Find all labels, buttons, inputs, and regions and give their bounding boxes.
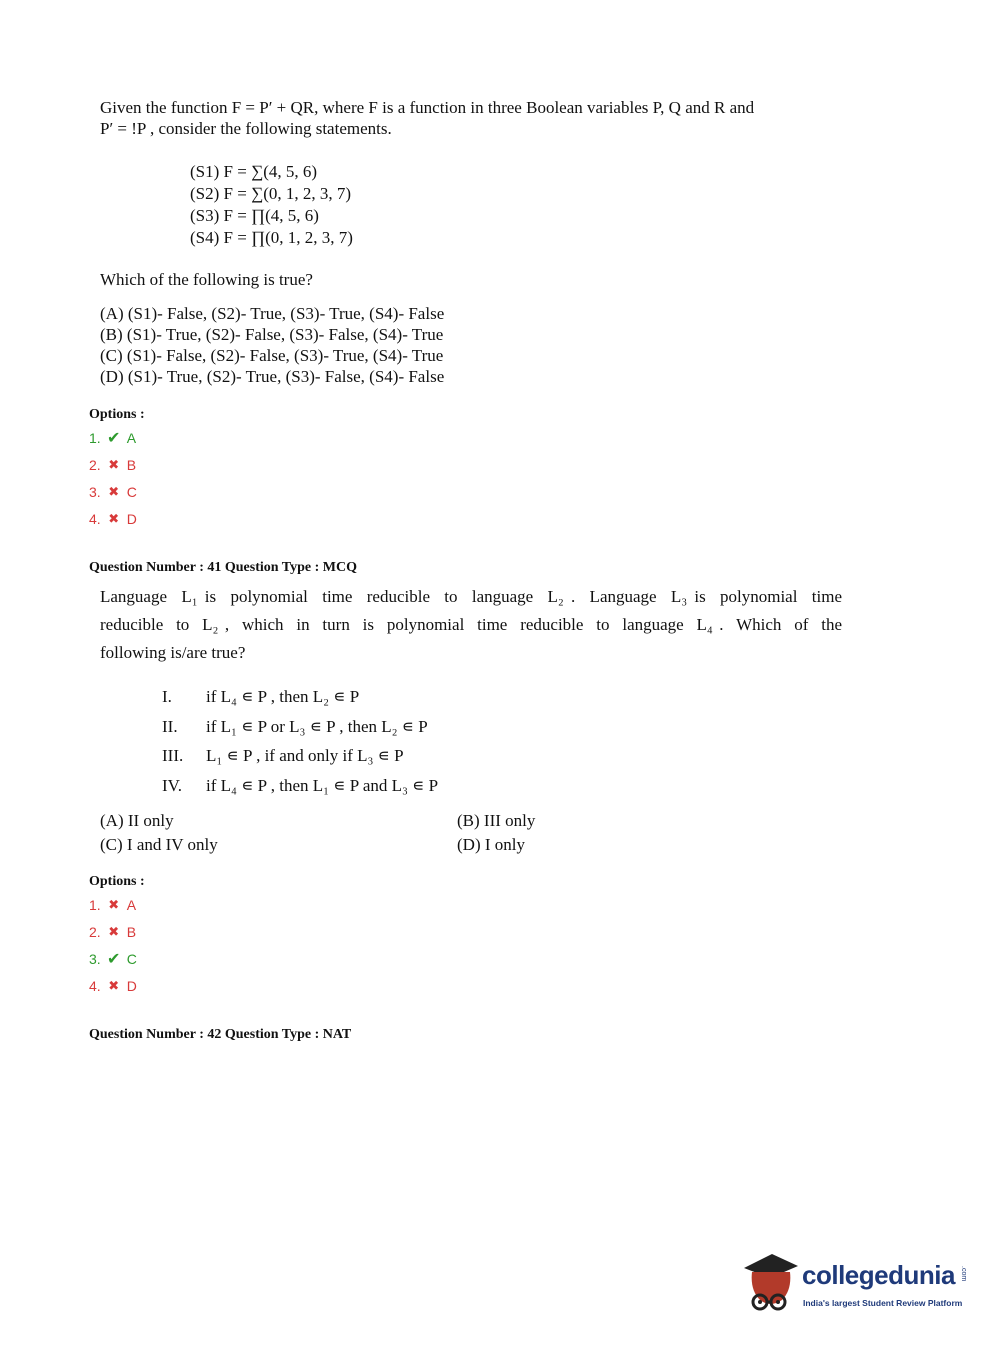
q41-statement — [162, 712, 438, 742]
q40-choice: (D) (S1)- True, (S2)- True, (S3)- False, (S4)- False — [100, 367, 445, 386]
cross-icon: ✖ — [108, 457, 120, 472]
q40-choice: (C) (S1)- False, (S2)- False, (S3)- True, (S4)- True — [100, 346, 444, 365]
cross-icon: ✖ — [108, 924, 120, 939]
option-letter: C — [126, 951, 137, 967]
logo-tagline: India's largest Student Review Platform — [803, 1298, 963, 1308]
q40-intro-line2: P′ = !P , consider the following statements. — [100, 119, 392, 138]
q40-choice: (A) (S1)- False, (S2)- True, (S3)- True, (S4)- False — [100, 304, 445, 323]
q40-option-b — [89, 455, 137, 475]
q41-choice-d: (D) I only — [457, 835, 525, 854]
q40-options-list — [89, 428, 137, 529]
roman-numeral: IV. — [162, 775, 182, 795]
q41-option-d — [89, 976, 137, 996]
roman-numeral: III. — [162, 746, 184, 765]
q41-choice-a: (A) II only — [100, 811, 174, 830]
q41-line2: reducible to L₂ , which in turn is polynomial time reducible to language L₄ . Which of the — [100, 615, 842, 634]
q40-option-d — [89, 509, 137, 529]
option-letter: D — [126, 511, 137, 527]
roman-numeral: II. — [162, 716, 178, 736]
logo-name: collegedunia — [802, 1260, 955, 1290]
option-number: 3. — [89, 484, 101, 500]
q41-option-c — [89, 949, 137, 969]
cross-icon: ✖ — [108, 484, 120, 499]
q41-options-label: Options : — [89, 874, 145, 889]
statement-text: if L₄ ∊ P , then L₂ ∊ P — [206, 687, 360, 706]
option-letter: B — [126, 924, 137, 940]
option-letter: D — [126, 978, 137, 994]
option-number: 4. — [89, 978, 101, 994]
q40-question: Which of the following is true? — [100, 270, 313, 289]
option-number: 1. — [89, 430, 101, 446]
cross-icon: ✖ — [108, 897, 120, 912]
check-icon: ✔ — [106, 430, 121, 447]
q41-option-b — [89, 922, 137, 942]
q40-statement: (S3) F = ∏(4, 5, 6) — [190, 206, 319, 225]
q41-line3: following is/are true? — [100, 643, 246, 662]
q40-statement: (S2) F = ∑(0, 1, 2, 3, 7) — [190, 184, 352, 203]
collegedunia-logo — [740, 1250, 970, 1320]
q40-option-a — [89, 428, 137, 448]
q41-statement — [162, 771, 438, 801]
option-letter: C — [126, 484, 137, 500]
cross-icon: ✖ — [108, 511, 120, 526]
q40-choices — [100, 303, 444, 387]
cross-icon: ✖ — [108, 978, 120, 993]
statement-text: if L₄ ∊ P , then L₁ ∊ P and L₃ ∊ P — [206, 775, 439, 795]
q40-intro-line1: Given the function F = P′ + QR, where F is a function in three Boolean variables P, Q and R and — [100, 98, 755, 117]
q41-statement — [162, 741, 438, 771]
option-number: 2. — [89, 924, 101, 940]
q40-choice: (B) (S1)- True, (S2)- False, (S3)- False, (S4)- True — [100, 325, 444, 344]
check-icon: ✔ — [106, 951, 121, 968]
statement-text: L₁ ∊ P , if and only if L₃ ∊ P — [206, 746, 404, 765]
option-letter: A — [126, 897, 137, 913]
q41-header: Question Number : 41 Question Type : MCQ — [89, 560, 357, 575]
q42-header: Question Number : 42 Question Type : NAT — [89, 1027, 352, 1042]
mascot-icon — [740, 1250, 802, 1318]
statement-text: if L₁ ∊ P or L₃ ∊ P , then L₂ ∊ P — [206, 716, 428, 736]
q41-statement — [162, 682, 438, 712]
q41-line1: Language L₁ is polynomial time reducible to language L₂ . Language L₃ is polynomial time — [100, 587, 842, 606]
q41-choice-c: (C) I and IV only — [100, 835, 218, 854]
q41-option-a — [89, 895, 137, 915]
logo-tld: .com — [960, 1266, 967, 1282]
option-number: 4. — [89, 511, 101, 527]
option-number: 3. — [89, 951, 101, 967]
q41-choice-b: (B) III only — [457, 811, 536, 830]
q40-options-label: Options : — [89, 407, 145, 422]
q41-statements — [162, 682, 438, 800]
q40-statement: (S4) F = ∏(0, 1, 2, 3, 7) — [190, 228, 353, 247]
option-number: 1. — [89, 897, 101, 913]
option-number: 2. — [89, 457, 101, 473]
option-letter: B — [126, 457, 137, 473]
q40-statements — [190, 161, 353, 249]
q40-option-c — [89, 482, 137, 502]
q41-body — [100, 583, 842, 667]
q40-statement: (S1) F = ∑(4, 5, 6) — [190, 162, 318, 181]
option-letter: A — [126, 430, 137, 446]
q41-options-list — [89, 895, 137, 996]
roman-numeral: I. — [162, 687, 172, 706]
